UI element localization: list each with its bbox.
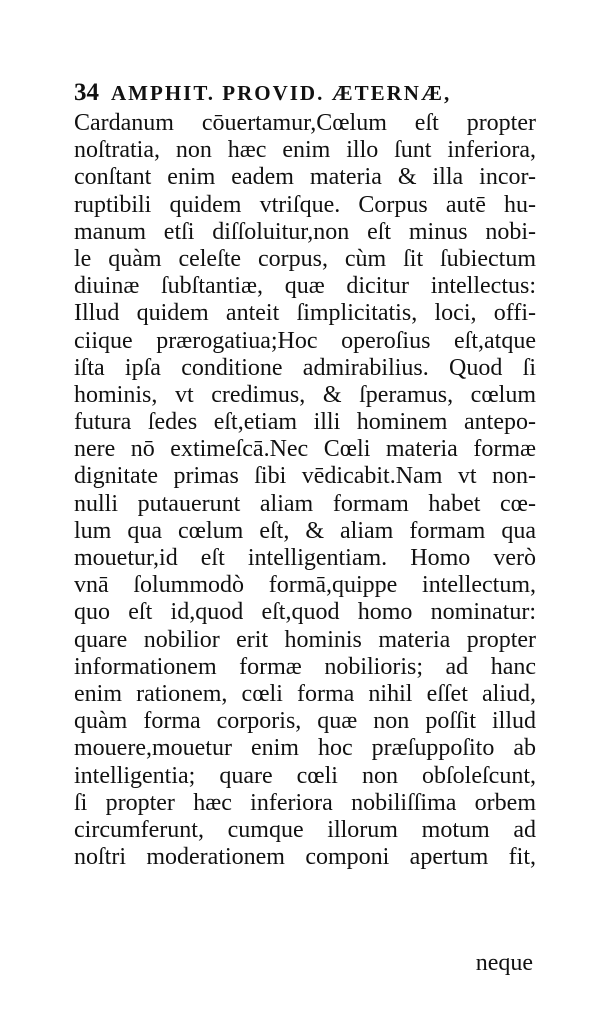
running-title: AMPHIT. PROVID. ÆTERNÆ, <box>111 81 452 105</box>
text-line: diuinæ ſubſtantiæ, quæ dicitur intellectus: <box>74 273 536 300</box>
text-line: quare nobilior erit hominis materia propter <box>74 626 536 653</box>
text-line: intelligentia; quare cœli non obſoleſcunt, <box>74 762 536 789</box>
text-line: futura ſedes eſt,etiam illi hominem antepo- <box>74 409 536 436</box>
text-line: enim rationem, cœli forma nihil eſſet aliud, <box>74 680 536 707</box>
text-line: nere nō extimeſcā.Nec Cœli materia formæ <box>74 436 536 463</box>
text-line: nulli putauerunt aliam formam habet cœ- <box>74 490 536 517</box>
text-line: informationem formæ nobilioris; ad hanc <box>74 653 536 680</box>
text-line: le quàm celeſte corpus, cùm ſit ſubiectum <box>74 245 536 272</box>
text-line: ciique prærogatiua;Hoc operoſius eſt,atque <box>74 327 536 354</box>
text-line: conſtant enim eadem materia & illa incor- <box>74 164 536 191</box>
text-line: circumferunt, cumque illorum motum ad <box>74 816 536 843</box>
text-line: mouere,mouetur enim hoc præſuppoſito ab <box>74 735 536 762</box>
text-line: lum qua cœlum eſt, & aliam formam qua <box>74 517 536 544</box>
page-number: 34 <box>74 79 99 106</box>
page-header <box>74 76 534 110</box>
text-line: quo eſt id,quod eſt,quod homo nominatur: <box>74 599 536 626</box>
text-line: quàm forma corporis, quæ non poſſit illud <box>74 708 536 735</box>
text-line: ſi propter hæc inferiora nobiliſſima orbem <box>74 789 536 816</box>
text-line: ruptibili quidem vtriſque. Corpus autē hu- <box>74 191 536 218</box>
text-line: dignitate primas ſibi vēdicabit.Nam vt non- <box>74 463 536 490</box>
text-line: vnā ſolummodò formā,quippe intellectum, <box>74 572 536 599</box>
text-line: Cardanum cōuertamur,Cœlum eſt propter <box>74 110 536 136</box>
text-line: noſtratia, non hæc enim illo ſunt inferiora, <box>74 137 536 164</box>
text-line: manum etſi diſſoluitur,non eſt minus nobi- <box>74 218 536 245</box>
text-line: Illud quidem anteit ſimplicitatis, loci, offi- <box>74 300 536 327</box>
body-text <box>74 110 536 871</box>
text-line: iſta ipſa conditione admirabilius. Quod ſi <box>74 354 536 381</box>
text-line: mouetur,id eſt intelligentiam. Homo verò <box>74 545 536 571</box>
text-line: noſtri moderationem componi apertum fit, <box>74 844 536 871</box>
text-line: hominis, vt credimus, & ſperamus, cœlum <box>74 381 536 408</box>
catchword: neque <box>475 950 533 976</box>
